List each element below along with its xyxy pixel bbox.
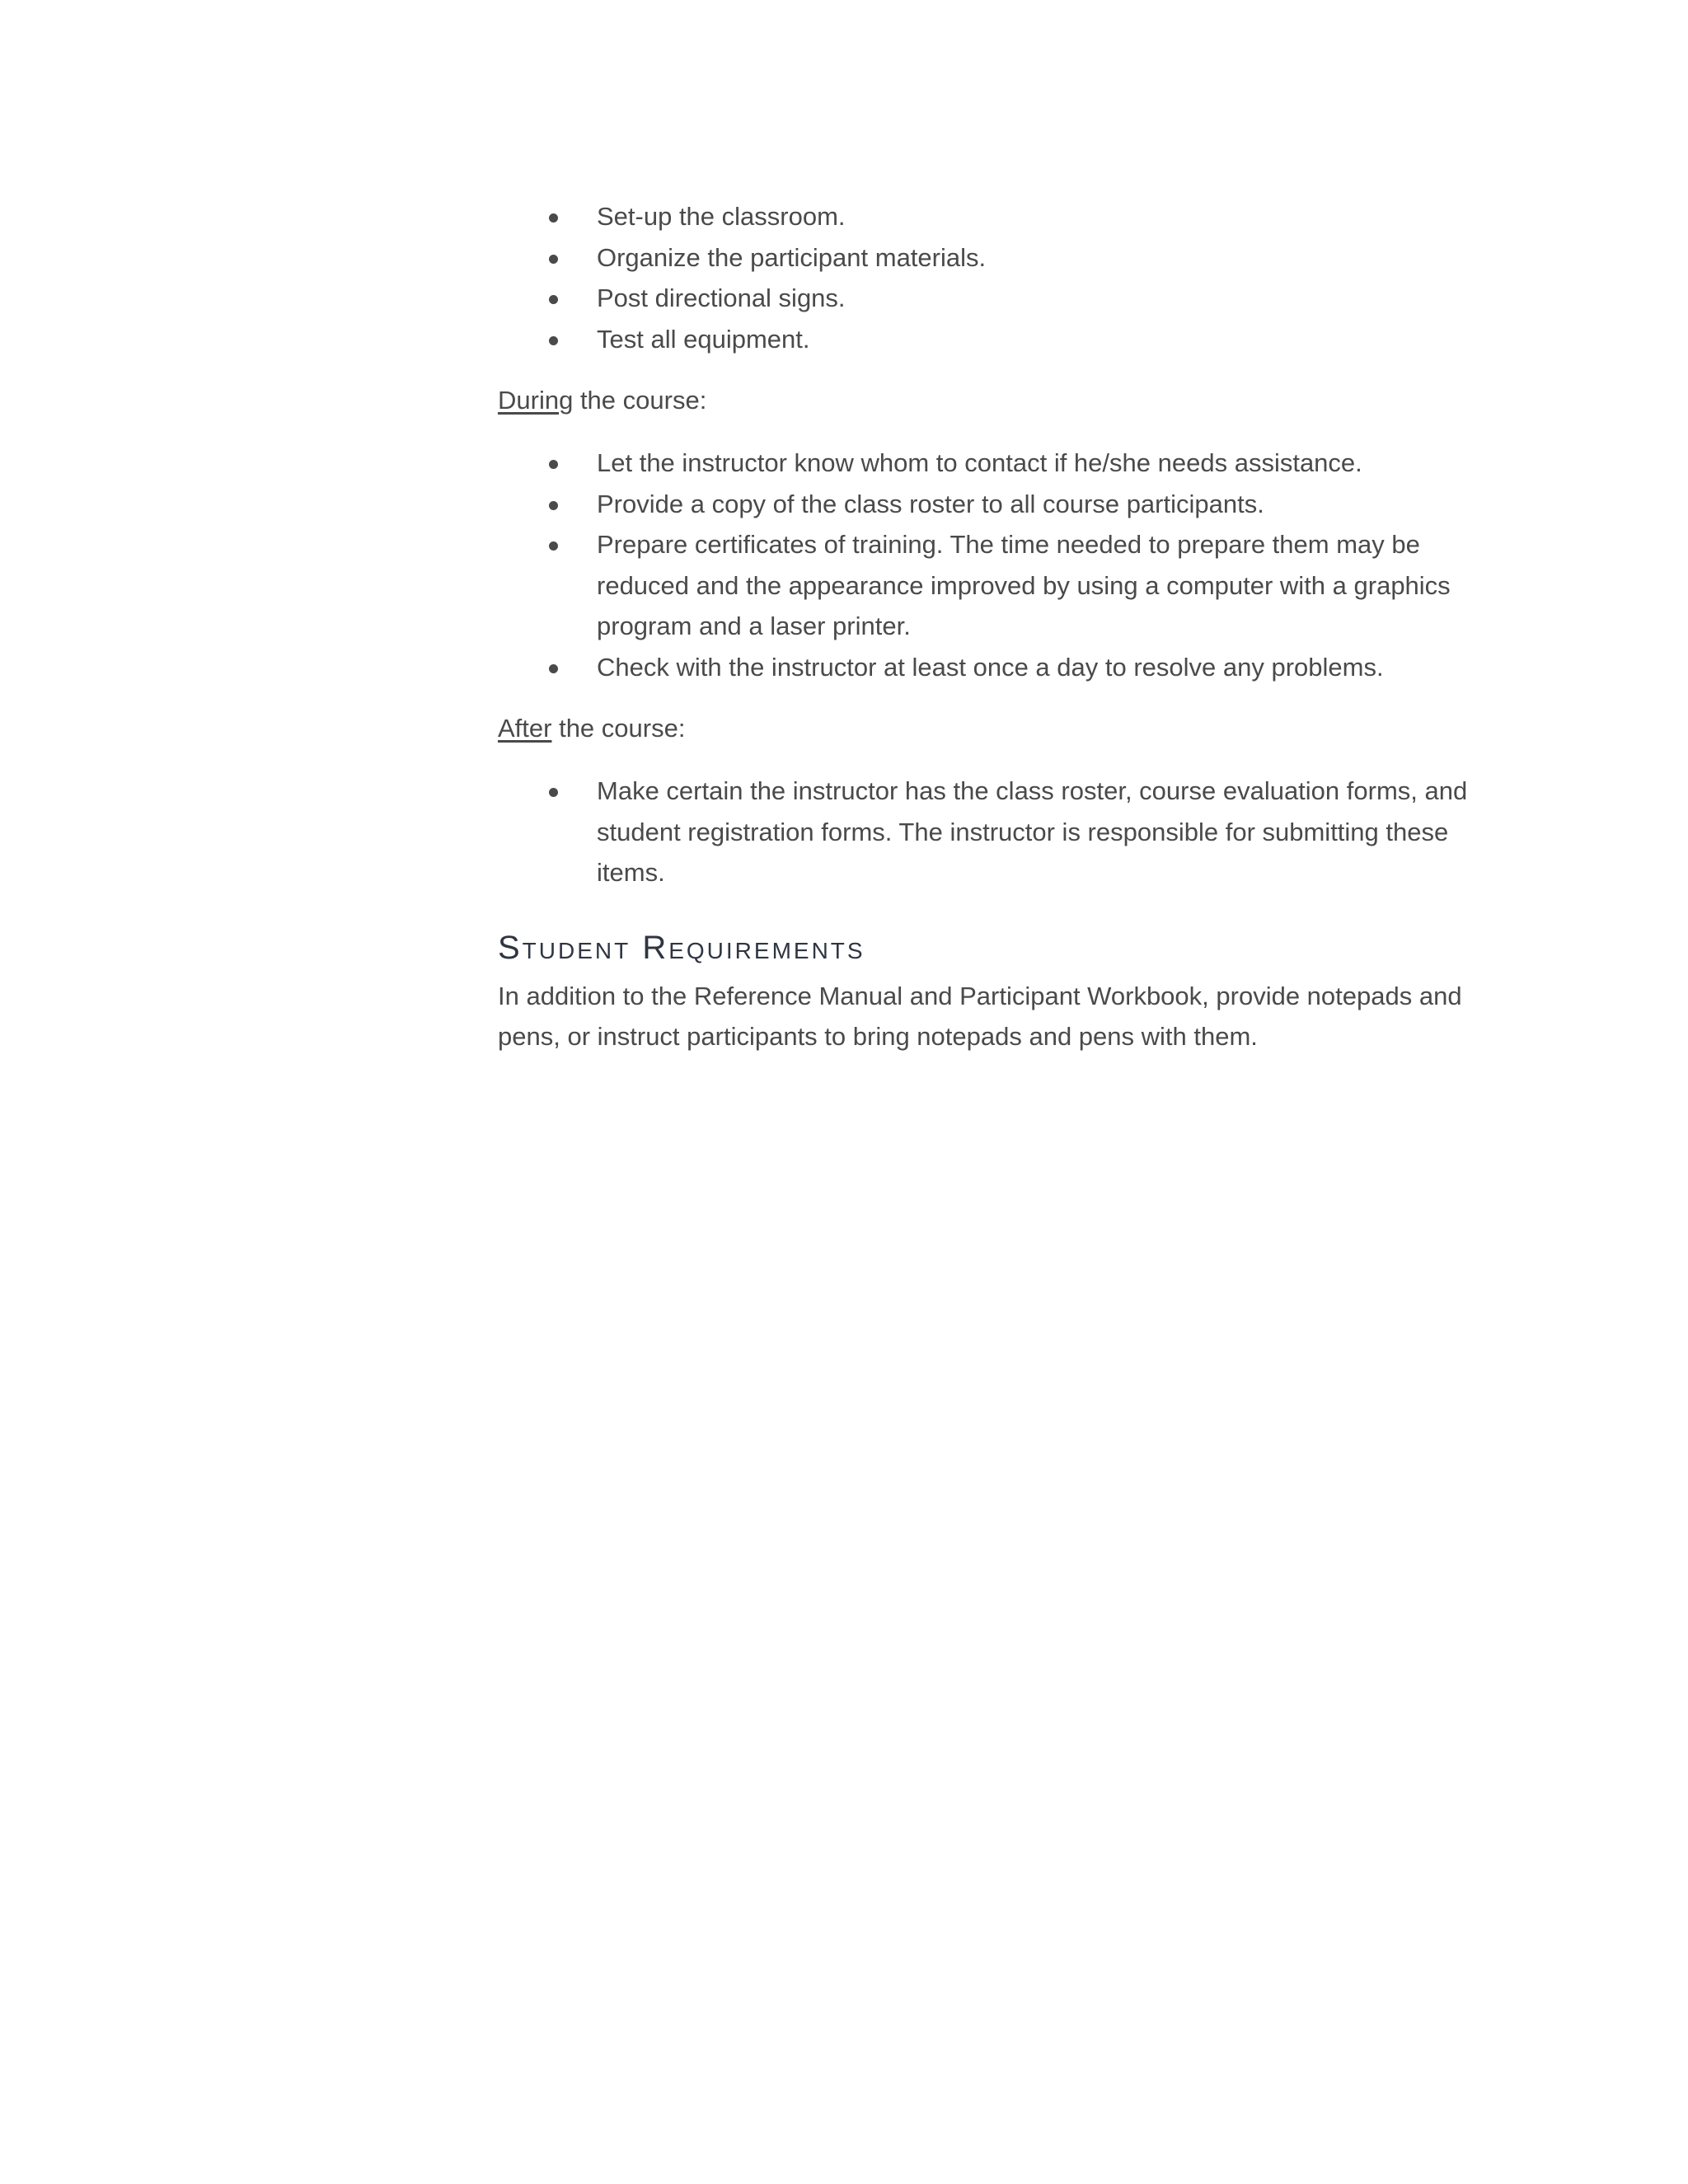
list-item-text: Let the instructor know whom to contact if he/she needs assistance. <box>597 448 1362 477</box>
document-page <box>498 196 1487 1057</box>
list-item <box>498 647 1491 688</box>
bullet-icon <box>549 541 558 551</box>
list-item-text: Test all equipment. <box>597 324 810 354</box>
after-underlined: After <box>498 714 552 743</box>
bullet-icon <box>549 336 558 345</box>
bullet-icon <box>549 664 558 673</box>
bullet-icon <box>549 788 558 797</box>
during-underlined: During <box>498 386 574 415</box>
bullet-icon <box>549 213 558 223</box>
bullet-icon <box>549 501 558 510</box>
bullet-icon <box>549 255 558 264</box>
list-item <box>498 771 1491 893</box>
list-item <box>498 196 1491 237</box>
list-item-text: Organize the participant materials. <box>597 242 987 272</box>
list-item-text: Prepare certificates of training. The time needed to prepare them may be reduced and the appearance improved by using a computer with a graphics program and a laser printer. <box>597 530 1451 640</box>
list-item <box>498 319 1491 360</box>
bullet-icon <box>549 460 558 469</box>
during-rest: the course: <box>573 386 707 415</box>
list-item <box>498 443 1491 484</box>
list-item <box>498 484 1491 525</box>
student-requirements-text: In addition to the Reference Manual and Participant Workbook, provide notepads and pens, or instruct participants to bring notepads and pens with them. <box>498 981 1462 1051</box>
after-course-label <box>498 708 1487 748</box>
student-requirements-heading: Student Requirements <box>498 929 865 966</box>
list-item <box>498 278 1491 319</box>
before-course-list <box>498 196 1487 359</box>
bullet-icon <box>549 295 558 304</box>
during-course-label <box>498 380 1487 420</box>
list-item <box>498 524 1491 647</box>
list-item-text: Set-up the classroom. <box>597 202 846 231</box>
list-item-text: Provide a copy of the class roster to all course participants. <box>597 489 1264 518</box>
after-course-list <box>498 771 1487 893</box>
list-item-text: Make certain the instructor has the class roster, course evaluation forms, and student registration forms. The instructor is responsible for submitting these items. <box>597 776 1468 887</box>
after-rest: the course: <box>551 714 686 743</box>
during-course-list <box>498 443 1487 687</box>
list-item <box>498 237 1491 279</box>
list-item-text: Post directional signs. <box>597 284 846 312</box>
list-item-text: Check with the instructor at least once a day to resolve any problems. <box>597 652 1384 682</box>
